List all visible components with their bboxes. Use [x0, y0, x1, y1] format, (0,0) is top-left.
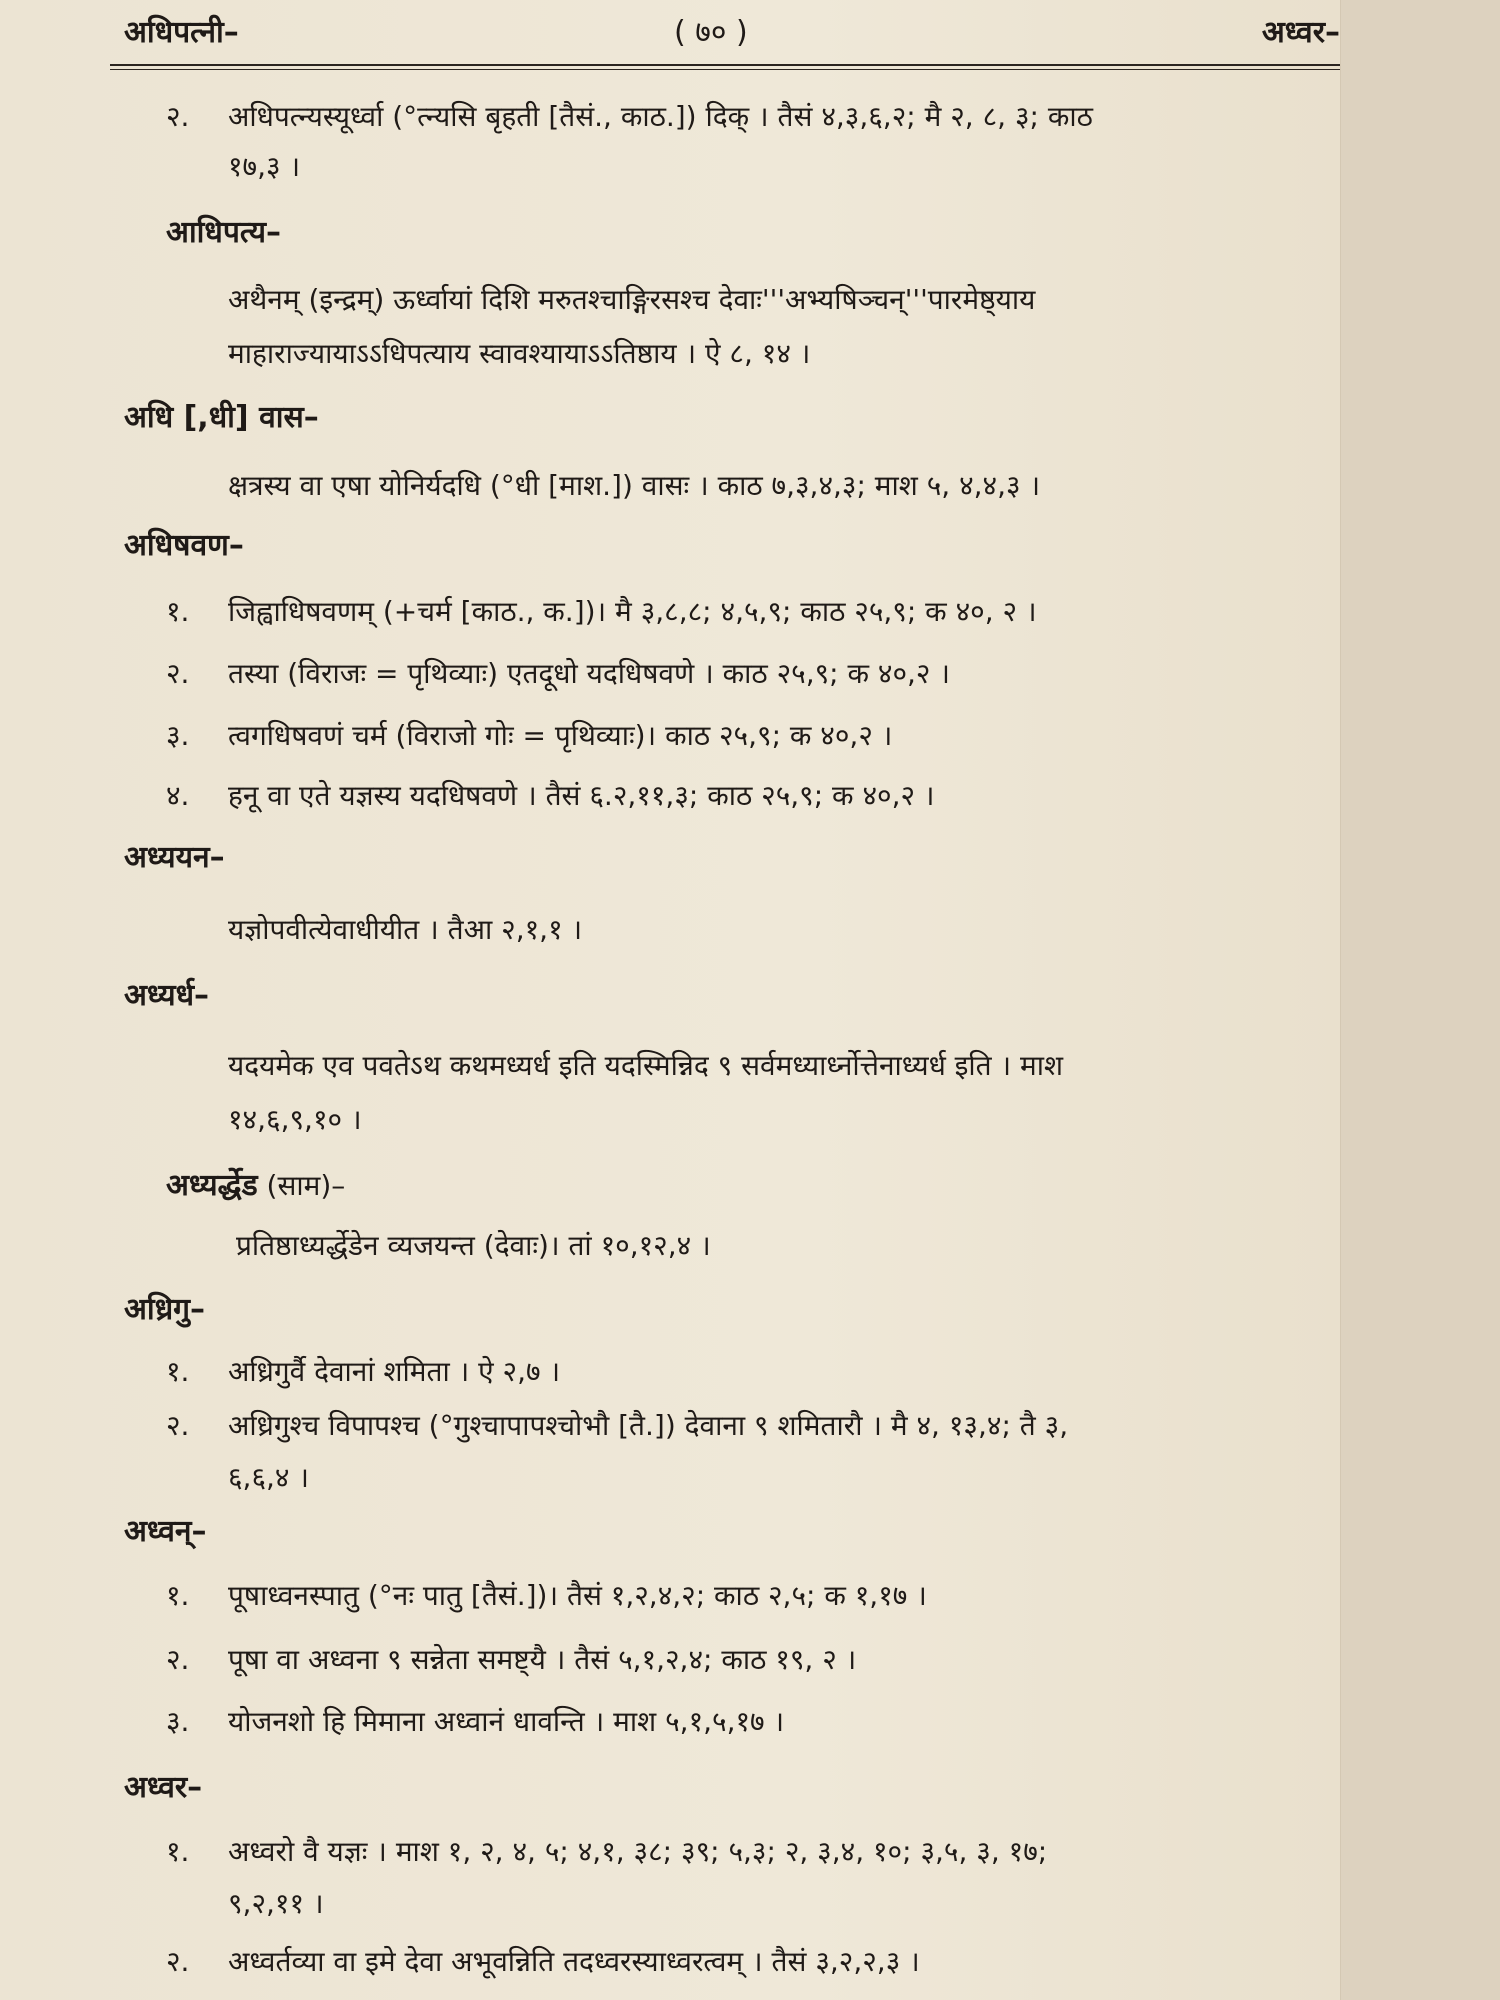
- entry-number: १.: [166, 1579, 190, 1612]
- entry-text: तस्या (विराजः = पृथिव्याः) एतदूधो यदधिषवणे । काठ २५,९; क ४०,२ ।: [228, 657, 950, 690]
- entry-text: हनू वा एते यज्ञस्य यदधिषवणे । तैसं ६.२,११,३; काठ २५,९; क ४०,२ ।: [228, 779, 935, 812]
- entry-number: २.: [166, 100, 190, 133]
- headword: अध्ययन–: [124, 840, 225, 875]
- headword: अध्वर–: [124, 1770, 203, 1805]
- entry-text: अध्वर्तव्या वा इमे देवा अभूवन्निति तदध्वरस्याध्वरत्वम् । तैसं ३,२,२,३ ।: [228, 1945, 920, 1978]
- entry-line: [166, 1352, 560, 1392]
- entry-number: १.: [166, 1835, 190, 1868]
- entry-text: अध्रिगुश्च विपापश्च (°गुश्चापापश्चोभौ [तै.]) देवाना ९ शमितारौ । मै ४, १३,४; तै ३,: [228, 1409, 1069, 1442]
- entry-number: ३.: [166, 1705, 190, 1738]
- headword-line: [166, 1166, 345, 1206]
- entry-line: ६,६,४ ।: [228, 1461, 309, 1494]
- entry-line: प्रतिष्ठाध्यर्द्धेडेन व्यजयन्त (देवाः)। तां १०,१२,४ ।: [236, 1229, 711, 1262]
- entry-number: १.: [166, 595, 190, 628]
- entry-line: १४,६,९,१० ।: [228, 1103, 362, 1136]
- entry-line: [166, 1640, 856, 1680]
- headword: अधिषवण–: [124, 528, 244, 563]
- page-number: ( ७० ): [674, 15, 748, 50]
- entry-line: [166, 1576, 927, 1616]
- headword-qualifier: (साम)–: [266, 1169, 346, 1202]
- headword: अध्यर्द्धेड: [166, 1168, 258, 1203]
- entry-line: [166, 1942, 920, 1982]
- entry-text: अध्रिगुर्वै देवानां शमिता । ऐ २,७ ।: [228, 1355, 561, 1388]
- entry-line: [166, 1406, 1068, 1446]
- entry-text: पूषा वा अध्वना ९ सन्नेता समष्ट्यै । तैसं ५,१,२,४; काठ १९, २ ।: [228, 1643, 857, 1676]
- entry-text: पूषाध्वनस्पातु (°नः पातु [तैसं.])। तैसं १,२,४,२; काठ २,५; क १,१७ ।: [228, 1579, 927, 1612]
- entry-text: त्वगधिषवणं चर्म (विराजो गोः = पृथिव्याः)। काठ २५,९; क ४०,२ ।: [228, 719, 893, 752]
- headword: आधिपत्य–: [166, 215, 282, 250]
- entry-line: यज्ञोपवीत्येवाधीयीत । तैआ २,१,१ ।: [228, 913, 583, 946]
- headword: अध्यर्ध–: [124, 978, 210, 1013]
- header-right-guide-word: अध्वर–: [1261, 15, 1340, 50]
- entry-line: [166, 654, 950, 694]
- entry-text: १७,३ ।: [228, 150, 301, 183]
- entry-line: माहाराज्यायाऽऽधिपत्याय स्वावश्यायाऽऽतिष्ठाय । ऐ ८, १४ ।: [228, 337, 811, 370]
- entry-text: जिह्वाधिषवणम् (+चर्म [काठ., क.])। मै ३,८,८; ४,५,९; काठ २५,९; क ४०, २ ।: [228, 595, 1037, 628]
- entry-number: २.: [166, 1409, 190, 1442]
- entry-number: २.: [166, 657, 190, 690]
- entry-number: २.: [166, 1643, 190, 1676]
- entry-line: क्षत्रस्य वा एषा योनिर्यदधि (°धी [माश.]) वासः । काठ ७,३,४,३; माश ५, ४,४,३ ।: [228, 469, 1041, 502]
- entry-line: [166, 776, 935, 816]
- entry-number: ३.: [166, 719, 190, 752]
- entry-line: [166, 716, 892, 756]
- entry-number: १.: [166, 1355, 190, 1388]
- entry-line: [166, 97, 1093, 137]
- entry-line: [166, 1832, 1047, 1872]
- adjacent-page-edge: [1340, 0, 1500, 2000]
- entry-line: यदयमेक एव पवतेऽथ कथमध्यर्ध इति यदस्मिन्निद ९ सर्वमध्यार्ध्नोत्तेनाध्यर्ध इति । माश: [228, 1049, 1064, 1082]
- page-header: [124, 8, 1340, 60]
- header-left-guide-word: अधिपत्नी–: [124, 15, 239, 50]
- headword: अध्रिगु–: [124, 1292, 206, 1327]
- entry-text: अध्वरो वै यज्ञः । माश १, २, ४, ५; ४,१, ३८; ३९; ५,३; २, ३,४, १०; ३,५, ३, १७;: [228, 1835, 1048, 1868]
- entry-number: ४.: [166, 779, 190, 812]
- entry-text: योजनशो हि मिमाना अध्वानं धावन्ति । माश ५,१,५,१७ ।: [228, 1705, 785, 1738]
- headword: अध्वन्–: [124, 1514, 207, 1549]
- entry-line: अथैनम् (इन्द्रम्) ऊर्ध्वायां दिशि मरुतश्चाङ्गिरसश्च देवाः'''अभ्यषिञ्चन्'''पारमेष्ठ्याय: [228, 283, 1036, 316]
- entry-line: [228, 147, 300, 187]
- headword: अधि [,धी] वास–: [124, 400, 319, 435]
- entry-text: अधिपत्न्यस्यूर्ध्वा (°त्न्यसि बृहती [तैसं., काठ.]) दिक् । तैसं ४,३,६,२; मै २, ८, ३; काठ: [228, 100, 1093, 133]
- entry-line: [166, 592, 1037, 632]
- entry-line: ९,२,११ ।: [228, 1887, 324, 1920]
- entry-line: [166, 1702, 784, 1742]
- header-rule: [110, 64, 1340, 70]
- entry-number: २.: [166, 1945, 190, 1978]
